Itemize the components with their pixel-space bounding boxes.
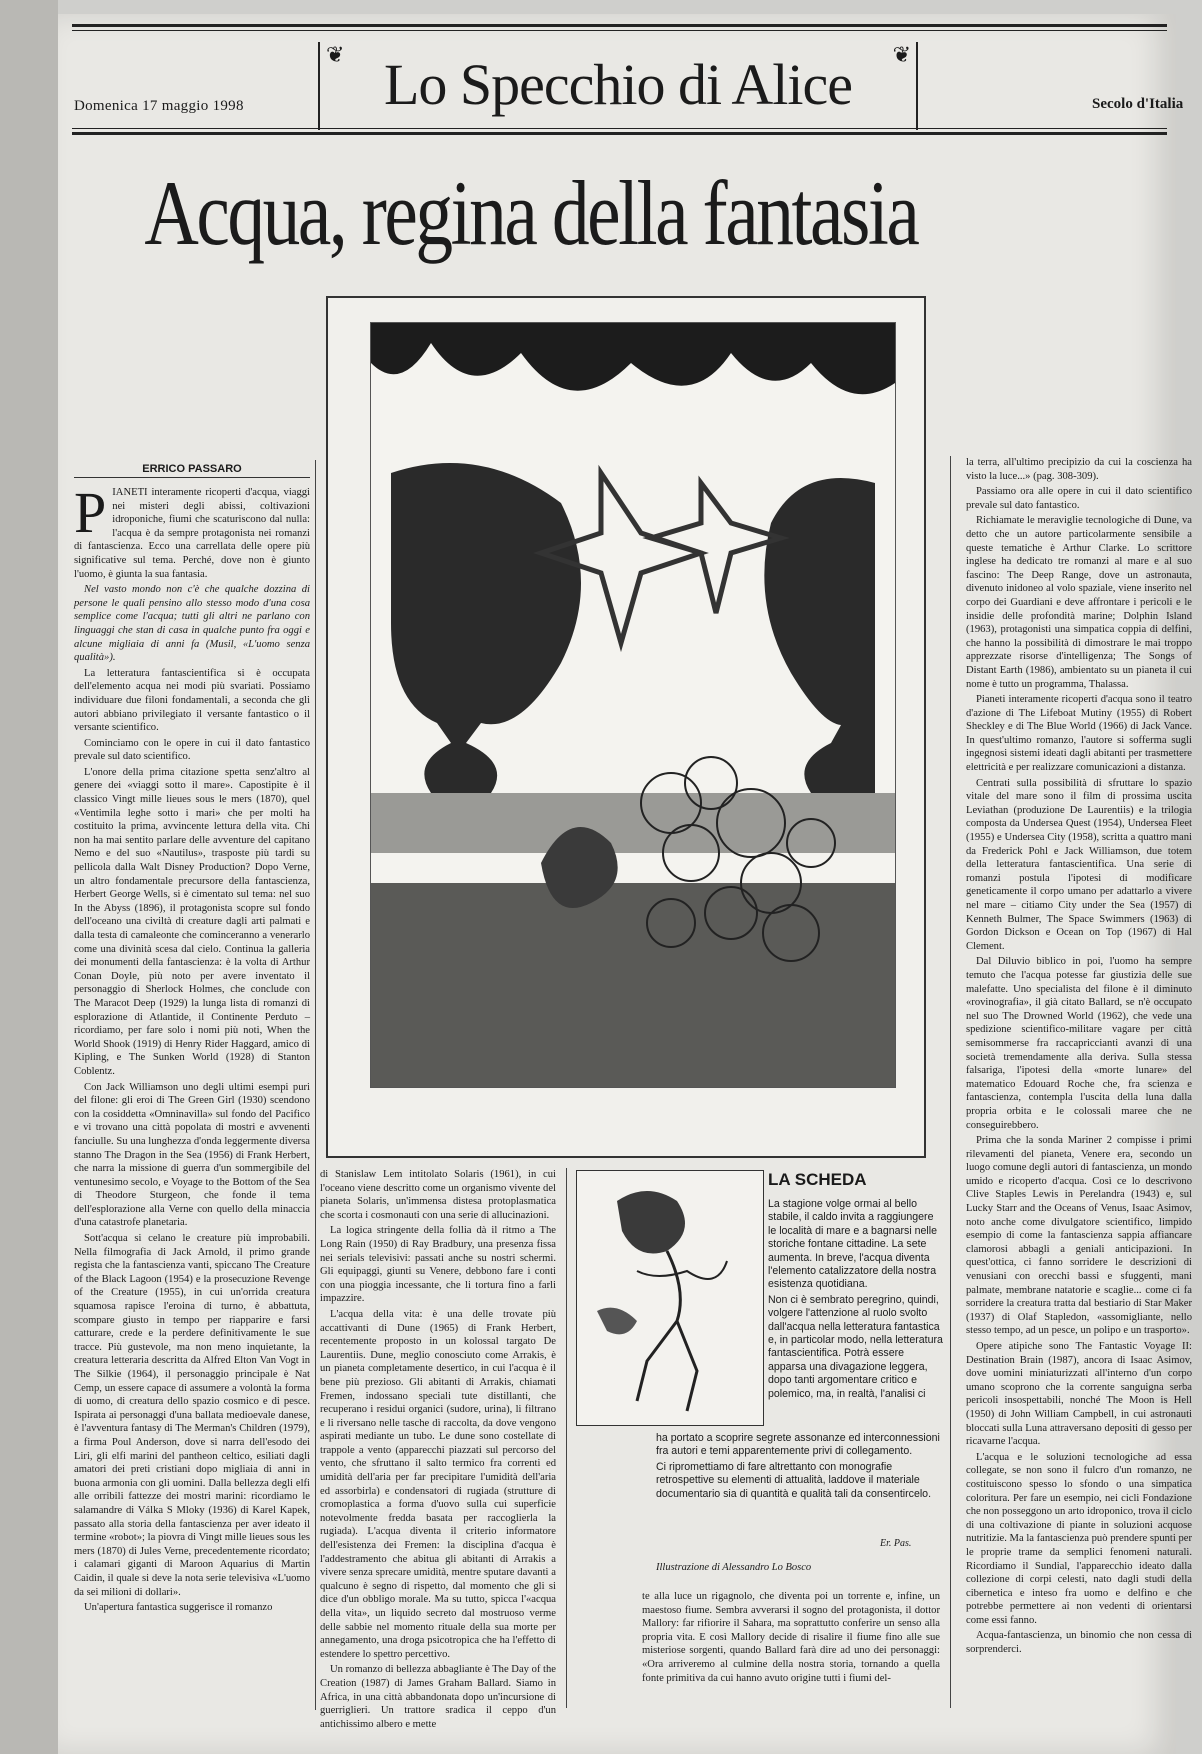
article-paragraph: Centrati sulla possibilità di sfruttare lo spazio vitale del mare sono il film di prossima uscita Leviathan (produzione De Laurentiis) e la trilogia composta da Undersea Quest (1954), Undersea Fleet (1955) e Undersea City (1958), scritta a quattro mani da Frederick Pohl e Jack Williamson, due totem della letteratura fantascientifica. Una serie di romanzi postula l'ipotesi di modificare geneticamente il corpo umano per adattarlo a vivere nel mare – citiamo City under the Sea (1957) di Kenneth Bulmer, The Space Swimmers (1963) di Gordon Dickson e Ocean on Top (1967) di Hal Clement. (966, 777, 1192, 952)
scheda-text (768, 1198, 944, 1428)
article-paragraph: L'acqua della vita: è una delle trovate più accattivanti di Dune (1965) di Frank Herbert, recentemente proposto in un kolossal targato De Laurentiis. Dune, meglio conosciuto come Arrakis, è un pianeta completamente desertico, in cui l'acqua è il bene più prezioso. Gli abitanti di Arrakis, chiamati Fremen, indossano speciali tute distillanti, che recuperano i residui organici (sudore, urina), li filtrano e li riversano nelle tasche di raccolta, da dove vengono aspirati mediante un tubo. Le dune sono costellate di trappole a vento (apparecchi piazzati sul percorso del vento, che sfruttano il salto termico fra correnti ed umidità dell'aria per far precipitare l'umidità dell'aria ed assorbirla) e condensatori di rugiada (strutture di cromoplastica a forma d'uovo sulla cui superficie notevolmente fredda basata per raccoglierla la rugiada). L'acqua diventa il criterio informatore dell'esistenza dei Fremen: la disciplina d'acqua è l'addestramento che abitua gli abitanti di Arrakis a vivere senza sprecare umidità, mentre sputare davanti a qualcuno è segno di rispetto, dal momento che gli si dice d'un obbligo morale. Ma su tutto, spicca l'«acqua della vita», un liquido secreto dal mostruoso verme delle sabbie nel momento rituale della sua morte per annegamento, una droga psicotropica che ha l'effetto di estendere lo spettro percettivo. (320, 1308, 556, 1660)
ornament-icon: ❦ (892, 42, 910, 67)
scheda-paragraph: ha portato a scoprire segrete assonanze ed interconnessioni fra autori e temi apparentemente privi di collegamento. (656, 1432, 940, 1458)
article-paragraph: Con Jack Williamson uno degli ultimi esempi puri del filone: gli eroi di The Green Girl (1930) scendono con la cosiddetta «Omninavilla» sul fondo del Pacifico e vi trovano una città popolata di mostri e avvenenti fanciulle. Su una lunghezza d'onda leggermente diversa stanno The Dragon in the Sea (1956) di Frank Herbert, che narra la missione di guerra d'un sommergibile del ventunesimo secolo, e Voyage to the Bottom of the Sea di Theodore Sturgeon, che fonde il tema dell'esplorazione alla Verne con quello della minaccia d'una catastrofe planetaria. (74, 1081, 310, 1229)
article-paragraph: IANETI interamente ricoperti d'acqua, viaggi nei misteri degli abissi, coltivazioni idroponiche, fiumi che scaturiscono dal nulla: l'acqua è da sempre protagonista nei romanzi di fantascienza. Ecco una carrellata delle opere più significative sul tema. Perché, dove non è giunto l'uomo, è giunta la sua fantasia. (74, 487, 310, 580)
section-title: Lo Specchio di Alice (383, 52, 853, 117)
article-paragraph: Acqua-fantascienza, un binomio che non cessa di sorprenderci. (966, 1630, 1192, 1656)
article-paragraph: Pianeti interamente ricoperti d'acqua sono il teatro d'azione di The Lifeboat Mutiny (1955) di Robert Sheckley e di The Blue World (1966) di Jack Vance. In quest'ultimo romanzo, l'autore si sofferma sugli ingegnosi sistemi ideati dagli abitanti per trasmettere elettricità e per realizzare comunicazioni a distanza. (966, 694, 1192, 774)
column-divider (315, 460, 316, 1710)
top-rule (72, 24, 1167, 27)
article-paragraph: L'acqua e le soluzioni tecnologiche ad essa collegate, se non sono il fulcro d'un romanzo, ne costituiscono spesso lo sfondo o una simpatica coloritura. Per fare un esempio, nei cicli Fondazione che non posseggono un arto idroponico, trova il ciclo di una coltivazione di piante in soluzioni acquose nutritizie. Ma la fantascienza può prendere spunti per le proprie trame da semplici fenomeni naturali. Ricordiamo il Sundial, l'apparecchio ideato dalla collezione di corpi celesti, nato dagli studi della cibernetica e inteso fra uomo e delfino e che potrebbe permettere ai non vedenti di orientarsi come essi fanno. (966, 1451, 1192, 1626)
diver-illustration (577, 1171, 763, 1425)
header-rule-thick (72, 132, 1167, 135)
article-paragraph: Prima che la sonda Mariner 2 compisse i primi rilevamenti del pianeta, Venere era, secondo un luogo comune degli autori di fantascienza, un mondo umido e ricoperto d'acqua. Così ce lo descrivono Clive Staples Lewis in Perelandra (1943) e, sul Lucky Starr and the Oceans of Venus, Isaac Asimov, noto anche come divulgatore scientifico, limpido esempio di come la fantascienza sappia affiancare clamorosi abbagli a geniali anticipazioni. In quest'ottica, ci fanno sorridere le descrizioni di venusiani con orecchi bassi e sfuggenti, mani palmate, membrane natatorie e scaglie... come ci fa sorridere la creatura tratta dal bestiario di Star Maker (1937) di Olaf Stapledon, «assomigliante, nello stesso tempo, ad un pesce, un polipo e un trasporto». (966, 1135, 1192, 1337)
article-paragraph: Opere atipiche sono The Fantastic Voyage II: Destination Brain (1987), ancora di Isaac Asimov, dove uomini miniaturizzati all'interno d'un corpo umano scoprono che la corrente sanguigna serba pericoli insospettabili, nonché The Moon is Hell (1950) di John William Campbell, in cui astronauti bloccati sulla Luna attraversano depositi di gesso per ricavarne l'acqua. (966, 1341, 1192, 1448)
top-rule-thin (72, 30, 1167, 31)
dotted-floor (371, 883, 895, 1087)
article-column-4 (966, 456, 1192, 1708)
stone-ledge (371, 793, 895, 853)
scheda-illustration (576, 1170, 764, 1426)
drop-cap: P (74, 480, 107, 545)
scheda-signature: Er. Pas. (880, 1538, 912, 1549)
illustration-caption: Illustrazione di Alessandro Lo Bosco (656, 1562, 812, 1573)
header-rule (72, 128, 1167, 129)
author-byline: ERRICO PASSARO (74, 463, 310, 478)
article-paragraph: di Stanislaw Lem intitolato Solaris (1961), in cui l'oceano viene descritto come un organismo vivente del pianeta Solaris, un'immensa distesa protoplasmatica che scorta i cosmonauti con una serie di allucinazioni. (320, 1169, 556, 1221)
article-paragraph: Un romanzo di bellezza abbagliante è The Day of the Creation (1987) di James Graham Ballard. Siamo in Africa, in una città abbandonata dopo un'incursione di guerriglieri. Un trattore sradica il ceppo d'un antichissimo albero e mette (320, 1664, 557, 1730)
article-paragraph: Cominciamo con le opere in cui il dato fantastico prevale sul dato scientifico. (74, 737, 310, 763)
article-paragraph: Dal Diluvio biblico in poi, l'uomo ha sempre temuto che l'acqua potesse far giustizia delle sue malefatte. Uno specialista del filone è il diminuto «rovinografia», il già citato Ballard, se n'è occupato nel suo The Drowned World (1962), che vede una spedizione scientifico-militare vagare per città semisommerse fra raccapriccianti avanzi di una società tremendamente alla deriva. Sulla stessa falsariga, l'ipotesi della «morte lunare» del matematico Edouard Roche che, fra scienza e fantascienza, contempla l'uscita della luna dalla propria orbita e le colossali maree che ne conseguirebbero. (966, 956, 1192, 1131)
article-column-2 (320, 1168, 557, 1730)
article-paragraph: La letteratura fantascientifica si è occupata dell'elemento acqua nei modi più svariati. Possiamo individuare due filoni fondamentali, a seconda che gli autori abbiano privilegiato il versante fantastico o il versante scientifico. (74, 667, 310, 734)
article-paragraph: Nel vasto mondo non c'è che qualche dozzina di persone le quali pensino allo stesso modo d'una cosa semplice come l'acqua; tutti gli altri ne parlano con linguaggi che stan di casa in qualche punto fra oggi e alcune migliaia di anni fa (Musil, «L'uomo senza qualità»). (74, 584, 310, 664)
article-paragraph: te alla luce un rigagnolo, che diventa poi un torrente e, infine, un maestoso fiume. Sembra avverarsi il sogno del protagonista, il dottor Mallory: far rifiorire il Sahara, ma soprattutto conferire un senso alla propria vita. E così Mallory decide di risalire il fiume fino alle sue misteriose sorgenti, quando Ballard farà dire ad uno dei personaggi: «Ora arriveremo al culmine della nostra storia, tornando a quella fonte primitiva da cui hanno avuto origine tutti i fiumi del- (642, 1591, 940, 1684)
scheda-paragraph: Non ci è sembrato peregrino, quindi, volgere l'attenzione al ruolo svolto dall'acqua nella letteratura fantastica e, in particolar modo, nella letteratura fantascientifica. Potrà essere apparsa una divagazione leggera, dopo tanti argomentare critico e polemico, ma, in realtà, l'analisi ci (768, 1293, 943, 1400)
article-paragraph: La logica stringente della follia dà il ritmo a The Long Rain (1950) di Ray Bradbury, una presenza fissa nei serials televisivi: passati anche su nostri schermi. Gli equipaggi, giunti su Venere, debbono fare i conti con una pioggia incessante, che li tortura fino a farli impazzire. (320, 1225, 556, 1305)
binding-spine (0, 0, 58, 1754)
article-paragraph: L'onore della prima citazione spetta senz'altro al genere dei «viaggi sotto il mare». Capostipite è il classico Vingt mille lieues sous le mers (1870), quel «Ventimila leghe sotto i mari» che per molti ha costituito la prima, avvincente lettura della vita. Chi non ha mai sentito parlare delle avventure del capitano Nemo e del suo «Nautilus», trasposte più tardi su pellicola dalla Walt Disney Production? Dopo Verne, un altro fondamentale precursore della fantascienza, Herbert George Wells, si è cimentato sul tema: nel suo In the Abyss (1896), il protagonista scopre sul fondo dell'oceano una civiltà di creature dagli arti palmati e dalla testa di camaleonte che cominceranno a venerarlo come una divinità scesa dal cielo. Continua la galleria dei monumenti della fantascienza: è la volta di Arthur Conan Doyle, più noto per avere inventato il personaggio di Sherlock Holmes, che conclude con The Maracot Deep (1929) la lunga lista di romanzi di esplorazione di Atlantide, il Continente Perduto – ricordiamo, per fare solo i nomi più noti, When the World Shook (1919) di Henry Rider Haggard, amico di Kipling, e The Sunken World (1928) di Stanton Coblentz. (74, 766, 310, 1077)
article-paragraph: la terra, all'ultimo precipizio da cui la coscienza ha visto la luce...» (pag. 308-309). (966, 457, 1192, 482)
article-paragraph: Un'apertura fantastica suggerisce il romanzo (84, 1602, 273, 1614)
article-paragraph: Sott'acqua si celano le creature più improbabili. Nella filmografia di Jack Arnold, il primo grande regista che la fantascienza vanti, spiccano The Creature of the Black Lagoon (1954) e la prosecuzione Revenge of the Creature (1955), in cui un'orrida creatura squamosa rapisce l'eroina di turno, è abbattuta, scompare giusto in tempo per riapparire e farsi catturare, crede e la perdere definitivamente le sue tracce. Più gustevole, ma non meno inquietante, la creatura letteraria descritta da Alfred Elton Van Vogt in The Silkie (1964), il personaggio principale è Nat Cemp, un essere capace di assumere a volontà la forma di uomo, di creatura dello spazio cosmico e di pesce. Ispirata ai personaggi d'una ballata medioevale danese, è l'avventura fantasy di The Merman's Children (1979), a firma Poul Anderson, dove si narra dell'esodo dei Liri, gli elfi marini del pantheon celtico, esiliati dagli amatori dei preti cristiani dopo migliaia di anni in buona armonia con gli uomini. Dalla bellezza degli elfi alle orribili fattezze dei mostri marini: ricordiamo le salamandre di Válka S Mloky (1936) di Karel Kapek, passato alla storia della fantascienza per aver ideato il termine «robot»; la piovra di Vingt mille lieues sous les mers (1870) di Jules Verne, precedentemente ricordato; i calamari giganti di Maroon Aquarius di Martin Caidin, il quale si deve la nota serie televisiva «L'uomo da sei milioni di dollari». (74, 1233, 310, 1598)
ornament-icon: ❦ (326, 42, 344, 67)
scheda-paragraph: Ci ripromettiamo di fare altrettanto con monografie retrospettive su elementi di attualità, laddove il materiale documentario sia di quantità e qualità tali da consentircelo. (656, 1460, 932, 1500)
main-illustration (370, 322, 896, 1088)
article-paragraph: Richiamate le meraviglie tecnologiche di Dune, va detto che un autore particolarmente sensibile a queste tematiche è Arthur Clarke. Lo scrittore inglese ha dedicato tre romanzi al mare e al suo fascino: The Deep Range, dove un astronauta, divenuto inidoneo al volo spaziale, viene inserito nel corpo dei Guardiani e deve affrontare i pericoli e le insidie delle profondità marine; Dolphin Island (1963), protagonisti una simpatica coppia di delfini, che hanno la possibilità di dimostrare le mai troppo apprezzate risorse d'intelligenza; The Songs of Distant Earth (1986), ambientato su un pianeta il cui nome è tutto un programma, Thalassa. (966, 515, 1192, 690)
article-paragraph: Passiamo ora alle opere in cui il dato scientifico prevale sul dato fantastico. (966, 486, 1192, 511)
newspaper-name: Secolo d'Italia (1092, 96, 1184, 112)
scheda-title: LA SCHEDA (768, 1170, 867, 1189)
issue-date: Domenica 17 maggio 1998 (74, 98, 244, 114)
headline: Acqua, regina della fantasia (144, 162, 918, 264)
scheda-text-continued (656, 1432, 944, 1530)
article-column-3 (642, 1590, 940, 1710)
section-masthead (318, 42, 918, 130)
article-column-1 (74, 480, 310, 1708)
scheda-paragraph: La stagione volge ormai al bello stabile, il caldo invita a raggiungere le località di mare e a bagnarsi nelle storiche fontane cittadine. La sete aumenta. In breve, l'acqua diventa l'elemento catalizzatore della nostra esistenza quotidiana. (768, 1198, 938, 1291)
column-divider (566, 1168, 567, 1708)
column-divider (950, 456, 951, 1708)
